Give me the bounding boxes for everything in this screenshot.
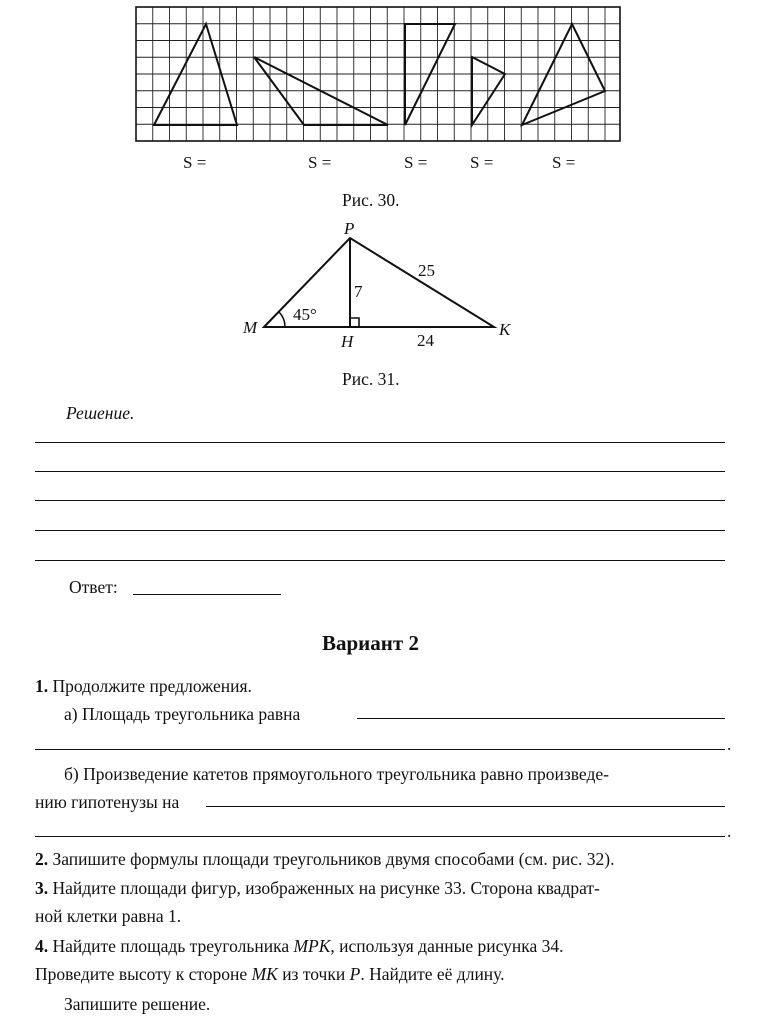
q4-line2 bbox=[35, 964, 505, 985]
solution-line bbox=[35, 500, 725, 501]
q1b-period: . bbox=[727, 821, 732, 841]
q4-line2-a: Проведите высоту к стороне bbox=[35, 964, 248, 984]
label-base: 24 bbox=[417, 331, 434, 350]
variant-title: Вариант 2 bbox=[322, 631, 419, 655]
s-label-3: S = bbox=[404, 153, 428, 172]
q1b-line-2 bbox=[35, 836, 725, 837]
q3 bbox=[35, 878, 600, 899]
solution-line bbox=[35, 560, 725, 561]
q1 bbox=[35, 676, 252, 697]
q3-number: 3. bbox=[35, 878, 49, 898]
q1b-line1: б) Произведение катетов прямоугольного треугольника равно произведе- bbox=[64, 764, 609, 784]
label-h: H bbox=[341, 332, 354, 351]
label-p: P bbox=[344, 219, 355, 238]
figure-31-triangle bbox=[0, 210, 758, 370]
q1a-line-2 bbox=[35, 749, 725, 750]
q4-number: 4. bbox=[35, 936, 49, 956]
triangle-3 bbox=[405, 24, 455, 125]
solution-line bbox=[35, 471, 725, 472]
q1a-line bbox=[357, 718, 725, 719]
label-m: M bbox=[243, 318, 258, 337]
s-label-2: S = bbox=[308, 153, 332, 172]
q1a-text: а) Площадь треугольника равна bbox=[64, 704, 301, 724]
answer-line bbox=[133, 594, 281, 595]
q4-note: Запишите решение. bbox=[64, 994, 211, 1014]
s-label-5: S = bbox=[552, 153, 576, 172]
q1a-period: . bbox=[727, 734, 732, 754]
q3-line2: ной клетки равна 1. bbox=[35, 906, 182, 926]
q2-number: 2. bbox=[35, 849, 49, 869]
label-k: K bbox=[499, 320, 511, 339]
label-angle: 45° bbox=[293, 305, 317, 324]
label-height: 7 bbox=[354, 282, 363, 301]
solution-line bbox=[35, 442, 725, 443]
q4-line1-a: Найдите площадь треугольника bbox=[52, 936, 290, 956]
figure-30-grid bbox=[0, 0, 758, 180]
q1b-line bbox=[206, 806, 725, 807]
q2 bbox=[35, 849, 614, 870]
solution-label: Решение. bbox=[66, 403, 135, 423]
triangle-5 bbox=[522, 24, 605, 125]
q1b-line2: нию гипотенузы на bbox=[35, 792, 180, 812]
s-label-1: S = bbox=[183, 153, 207, 172]
q4-p: P bbox=[349, 964, 361, 984]
q4 bbox=[35, 936, 564, 957]
solution-line bbox=[35, 530, 725, 531]
q3-line1: Найдите площади фигур, изображенных на рисунке 33. Сторона квадрат- bbox=[52, 878, 600, 898]
q1-number: 1. bbox=[35, 676, 49, 696]
q4-mpk: MPK bbox=[293, 936, 331, 956]
q4-mk: MK bbox=[251, 964, 278, 984]
fig30-caption: Рис. 30. bbox=[342, 190, 400, 210]
angle-arc bbox=[279, 312, 285, 327]
q4-line2-c: . Найдите её длину. bbox=[360, 964, 505, 984]
label-hyp: 25 bbox=[418, 261, 435, 280]
q1-text: Продолжите предложения. bbox=[52, 676, 252, 696]
fig31-caption: Рис. 31. bbox=[342, 369, 400, 389]
s-label-4: S = bbox=[470, 153, 494, 172]
q4-line2-b: из точки bbox=[282, 964, 346, 984]
q4-line1-b: , используя данные рисунка 34. bbox=[330, 936, 564, 956]
triangle-1 bbox=[154, 24, 237, 125]
q2-text: Запишите формулы площади треугольников двумя способами (см. рис. 32). bbox=[52, 849, 615, 869]
answer-label: Ответ: bbox=[69, 577, 118, 597]
right-angle-mark bbox=[350, 318, 359, 327]
